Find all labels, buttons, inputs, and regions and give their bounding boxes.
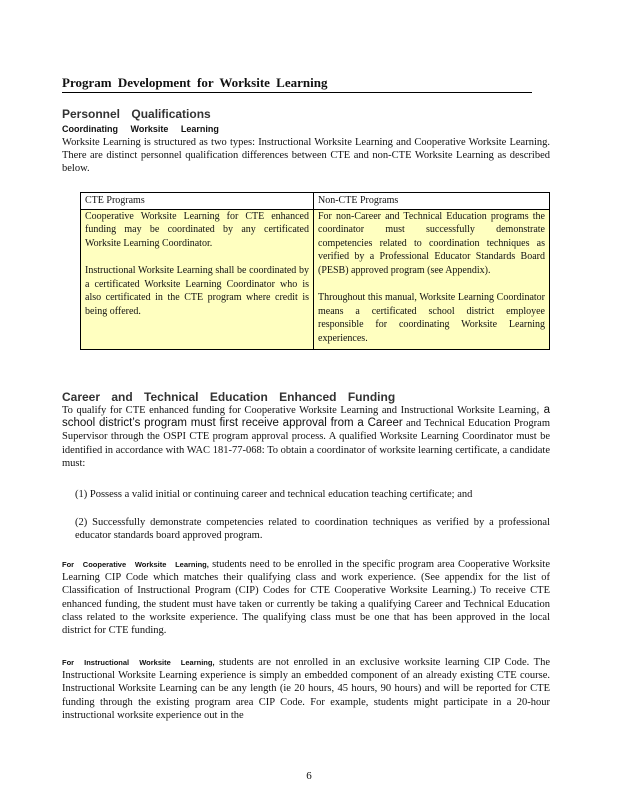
page-number: 6 [306, 770, 312, 782]
page-title: Program Development for Worksite Learning [62, 75, 532, 93]
table-cell-cte [81, 209, 314, 350]
non-cte-coordinator-text: For non-Career and Technical Education programs the coordinator must successfully demonstrate competencies related to coordination techniques as verified by a Professional Educator Standards Board (PESB) approved program (see Appendix). [318, 210, 545, 276]
section-heading-funding: Career and Technical Education Enhanced Funding [62, 390, 396, 404]
cte-instructional-text: Instructional Worksite Learning shall be coordinated by a certificated Worksite Learning Coordinator who is also certificated in the CTE program where credit is being offered. [85, 265, 309, 317]
requirement-item-1: (1) Possess a valid initial or continuing career and technical education teaching certificate; and [75, 489, 473, 500]
instructional-body: students are not enrolled in an exclusive worksite learning CIP Code. The Instructional Worksite Learning experience is simply an embedded component of an already existing CTE course. Instructional Worksite Learning can be any length (ie 20 hours, 45 hours, 90 hours) and will be reported for CTE funding through the existing program area CIP Code. For example, students might participate in a 20-hour instructional worksite experience out in the [62, 657, 550, 721]
qualification-table [80, 192, 550, 350]
cooperative-body: students need to be enrolled in the specific program area Cooperative Worksite Learning CIP Code which matches their qualifying class and work experience. (See appendix for the list of Classification of Instructional Program (CIP) Codes for CTE Cooperative Worksite Learning.) To receive CTE enhanced funding, the student must have taken or currently be taking a qualifying Career and Technical Education class related to the worksite experience. The qualifying class must be one that has been approved in the local district for CTE funding. [62, 559, 550, 637]
personnel-paragraph: Worksite Learning is structured as two types: Instructional Worksite Learning and Cooperative Worksite Learning. There are distinct personnel qualification differences between CTE and non-CTE Worksite Learning as described below. [62, 137, 550, 175]
section-heading-personnel: Personnel Qualifications [62, 107, 211, 121]
instructional-lead: For Instructional Worksite Learning, [62, 658, 215, 667]
cte-cooperative-text: Cooperative Worksite Learning for CTE enhanced funding may be coordinated by any certificated Worksite Learning Coordinator. [85, 210, 309, 249]
funding-intro-b: , a school district’s program must first receive approval from a Career [62, 404, 550, 430]
requirement-item-2: (2) Successfully demonstrate competencies related to coordination techniques as verified by a professional educator standards board approved program. [75, 517, 550, 542]
funding-intro-c: and Technical Education Program Supervisor through the OSPI CTE program approval process. A qualified Worksite Learning Coordinator must be identified in accordance with WAC 181-77-068: To obtain a coordinator of worksite learning certificate, a candidate must: [62, 418, 550, 469]
cooperative-lead: For Cooperative Worksite Learning, [62, 560, 209, 569]
funding-paragraph [62, 404, 550, 470]
table-header-cte: CTE Programs [81, 193, 314, 210]
subheading-coordinating: Coordinating Worksite Learning [62, 124, 219, 134]
instructional-paragraph [62, 656, 550, 722]
funding-intro-a: To qualify for CTE enhanced funding for Cooperative Worksite Learning and Instructional Worksite Learning [62, 405, 537, 416]
non-cte-definition-text: Throughout this manual, Worksite Learning Coordinator means a certificated school district employee responsible for coordinating Worksite Learning experiences. [318, 292, 545, 344]
table-row [81, 209, 550, 350]
table-header-non-cte: Non-CTE Programs [314, 193, 550, 210]
cooperative-paragraph [62, 558, 550, 637]
table-cell-non-cte [314, 209, 550, 350]
